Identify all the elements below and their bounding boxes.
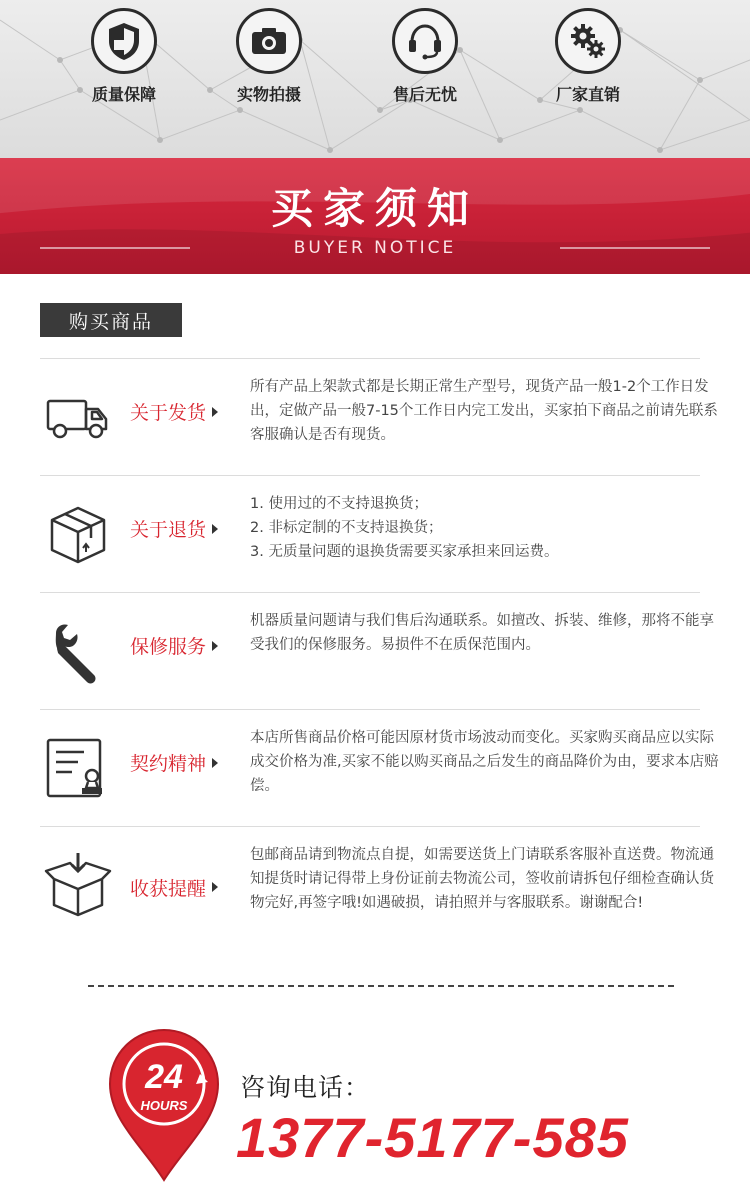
wrench-icon xyxy=(42,615,114,687)
notice-label: 关于发货 xyxy=(130,359,218,464)
notice-label: 收获提醒 xyxy=(130,827,218,947)
notice-text: 机器质量问题请与我们售后沟通联系。如擅改、拆装、维修，那将不能享受我们的保修服务。易损件不在质保范围内。 xyxy=(250,613,714,653)
feature-label: 厂家直销 xyxy=(555,85,620,104)
notice-receipt xyxy=(40,826,714,956)
section-title: 购买商品 xyxy=(40,303,182,337)
notice-shipping xyxy=(40,358,718,475)
notice-contract xyxy=(40,709,719,826)
contract-icon xyxy=(42,732,114,804)
badge-text: HOURS xyxy=(140,1098,188,1113)
notice-text: 包邮商品请到物流点自提，如需要送货上门请联系客服补直送费。物流通知提货时请记得带上身份证前去物流公司，签收前请拆包仔细检查确认货物完好,再签字哦!如遇破损，请拍照并与客服联系。谢谢配合! xyxy=(250,847,714,911)
banner-title: 买家须知 xyxy=(270,184,479,233)
feature-photo xyxy=(209,8,329,105)
feature-label: 质量保障 xyxy=(91,85,156,104)
notice-label: 契约精神 xyxy=(130,710,218,815)
notice-list xyxy=(40,358,719,956)
dashed-divider xyxy=(88,985,674,987)
feature-aftersale xyxy=(365,8,485,105)
notice-text: 所有产品上架款式都是长期正常生产型号，现货产品一般1-2个工作日发出，定做产品一般7-15个工作日内完工发出，买家拍下商品之前请先联系客服确认是否有现货。 xyxy=(250,379,718,443)
feature-label: 实物拍摄 xyxy=(236,85,301,104)
notice-label: 关于退货 xyxy=(130,476,218,581)
banner-subtitle: BUYER NOTICE xyxy=(293,238,457,258)
notice-returns xyxy=(40,475,700,592)
feature-factory xyxy=(528,8,648,105)
phone-number[interactable]: 1377-5177-585 xyxy=(236,1106,629,1169)
package-icon xyxy=(42,498,114,570)
24-hours-pin-icon xyxy=(104,1024,224,1184)
gears-icon xyxy=(555,8,621,74)
notice-warranty xyxy=(40,592,714,709)
open-box-icon xyxy=(42,849,114,921)
headset-icon xyxy=(392,8,458,74)
notice-text: 1. 使用过的不支持退换货； 2. 非标定制的不支持退换货； 3. 无质量问题的退换货需要买家承担来回运费。 xyxy=(250,496,559,560)
notice-label: 保修服务 xyxy=(130,593,218,698)
badge-number: 24 xyxy=(145,1058,183,1096)
contact-label: 咨询电话： xyxy=(240,1073,371,1102)
feature-label: 售后无忧 xyxy=(392,85,457,104)
feature-band xyxy=(0,0,750,160)
feature-quality xyxy=(64,8,184,105)
shield-icon xyxy=(91,8,157,74)
buyer-notice-banner xyxy=(0,158,750,274)
truck-icon xyxy=(42,381,114,453)
camera-icon xyxy=(236,8,302,74)
notice-text: 本店所售商品价格可能因原材货市场波动而变化。买家购买商品应以实际成交价格为准,买家不能以购买商品之后发生的商品降价为由，要求本店赔偿。 xyxy=(250,730,719,794)
